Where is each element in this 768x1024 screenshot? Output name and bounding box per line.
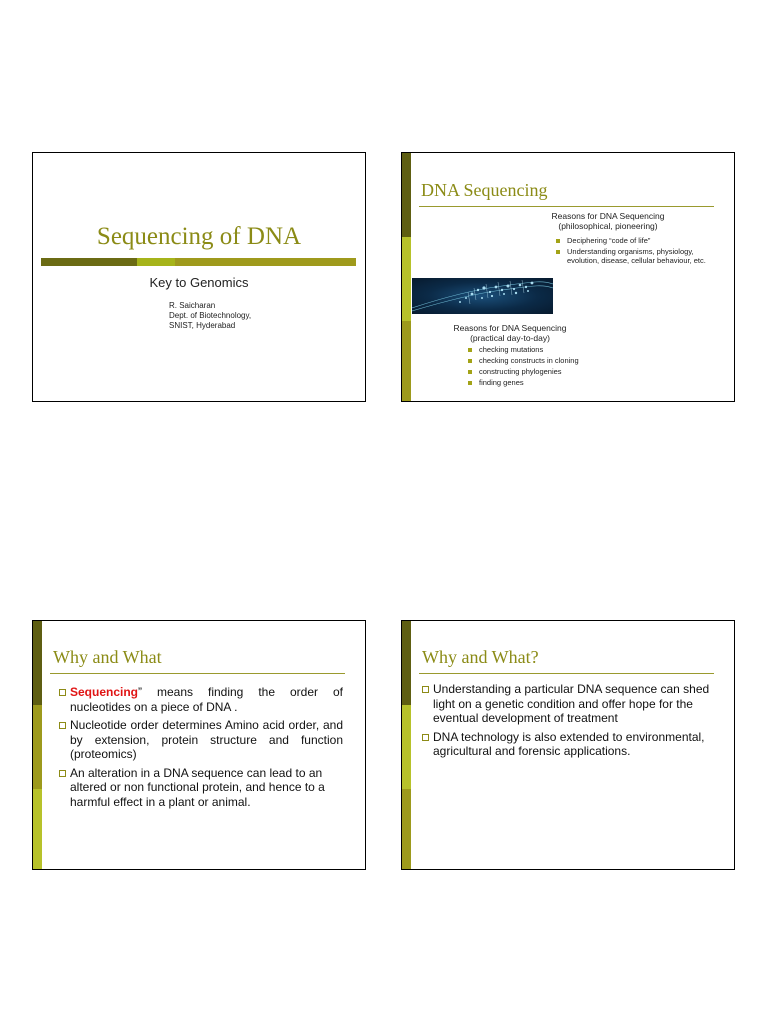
title-underline [419,206,714,207]
title-bar-light [137,258,175,266]
list-item [58,718,343,762]
list-item: Deciphering “code of life” [556,236,706,245]
practical-reasons-list [468,345,618,389]
author-name: R. Saicharan [169,301,216,310]
philosophical-reasons-list [556,236,706,267]
left-rail [402,621,411,869]
list-item [421,682,714,726]
list-item: checking constructs in cloning [468,356,618,365]
list-item [58,766,343,810]
title-bar-dark [41,258,137,266]
reasons-heading-practical [440,323,580,343]
heading-line: Reasons for DNA Sequencing [453,323,567,333]
square-bullet-icon [468,381,472,385]
heading-line: Reasons for DNA Sequencing [551,211,665,221]
left-rail [402,153,411,401]
heading-line: (philosophical, pioneering) [558,221,658,231]
heading-line: (practical day-to-day) [470,333,550,343]
square-bullet-icon [468,370,472,374]
list-item [58,685,343,714]
hollow-square-bullet-icon [59,770,66,777]
left-rail [33,621,42,869]
list-item [421,730,714,759]
slide3-title: Why and What [53,647,162,667]
author-block [169,301,251,331]
slide-why-and-what [32,620,366,870]
list-item: checking mutations [468,345,618,354]
title-underline [50,673,345,674]
hollow-square-bullet-icon [59,689,66,696]
bullet-text: An alteration in a DNA sequence can lead to an altered or non functional protein, and hence to a harmful effect in a plant or animal. [70,765,325,809]
hollow-square-bullet-icon [422,686,429,693]
why-what-question-list [421,682,714,763]
bullet-text: Nucleotide order determines Amino acid order, and by extension, protein structure and function (proteomics) [70,718,343,761]
bullet-text: DNA technology is also extended to environmental, agricultural and forensic applications. [433,729,705,758]
square-bullet-icon [468,359,472,363]
bullet-text: Understanding a particular DNA sequence can shed light on a genetic condition and offer hope for the eventual development of treatment [433,682,710,725]
reasons-heading-philosophical [530,211,686,231]
slide1-title: Sequencing of DNA [96,223,302,250]
highlight-term: Sequencing [70,685,139,699]
author-institute: SNIST, Hyderabad [169,321,236,330]
list-item: finding genes [468,378,618,387]
square-bullet-icon [468,348,472,352]
slide4-title: Why and What? [422,647,539,667]
list-item: constructing phylogenies [468,367,618,376]
slide2-title: DNA Sequencing [421,180,548,200]
author-dept: Dept. of Biotechnology, [169,311,252,320]
slide-title [32,152,366,402]
dna-strand-image [412,278,553,314]
hollow-square-bullet-icon [422,734,429,741]
title-bar-mid [175,258,356,266]
hollow-square-bullet-icon [59,722,66,729]
title-underline [419,673,714,674]
slide-why-and-what-question [401,620,735,870]
square-bullet-icon [556,239,560,243]
bullet-text: ” means finding the order of nucleotides on a piece of DNA . [70,685,343,714]
why-what-list [58,685,343,813]
slide-dna-sequencing [401,152,735,402]
list-item: Understanding organisms, physiology, evolution, disease, cellular behaviour, etc. [556,247,706,265]
slide1-subtitle: Key to Genomics [149,275,249,290]
square-bullet-icon [556,250,560,254]
